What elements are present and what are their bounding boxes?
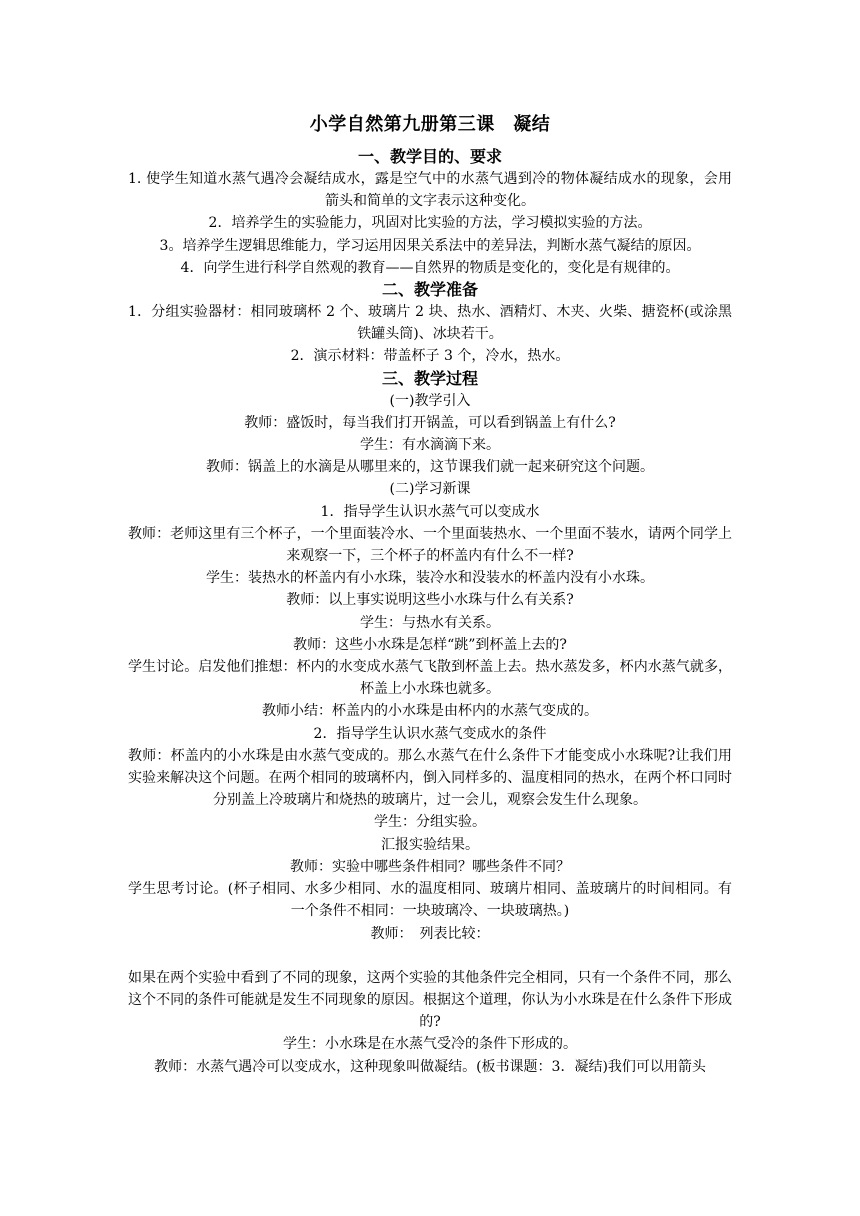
document-title: 小学自然第九册第三课 凝结 — [309, 114, 551, 135]
blank-line — [128, 945, 732, 967]
process-line: 2．指导学生认识水蒸气变成水的条件 — [313, 725, 547, 742]
section-heading-preparation: 二、教学准备 — [381, 280, 478, 300]
section-heading-process: 三、教学过程 — [381, 368, 478, 388]
process-line: 如果在两个实验中看到了不同的现象，这两个实验的其他条件完全相同，只有一个条件不同，那么这个不同的条件可能就是发生不同现象的原因。根据这个道理，你认为小水珠是在什么条件下形成的? — [128, 969, 732, 1031]
preparation-item: 1．分组实验器材：相同玻璃杯 2 个、玻璃片 2 块、热水、酒精灯、木夹、火柴、搪瓷杯(或涂黑铁罐头筒)、冰块若干。 — [128, 304, 732, 343]
process-line: 教师小结：杯盖内的小水珠是由杯内的水蒸气变成的。 — [262, 703, 598, 720]
process-line: 教师：这些小水珠是怎样“跳”到杯盖上去的? — [293, 636, 567, 653]
process-line: 学生：小水珠是在水蒸气受冷的条件下形成的。 — [283, 1036, 577, 1053]
process-line: 教师：杯盖内的小水珠是由水蒸气变成的。那么水蒸气在什么条件下才能变成小水珠呢?让我们用实验来解决这个问题。在两个相同的玻璃杯内，倒入同样多的、温度相同的热水，在两个杯口同时分别盖上冷玻璃片和烧热的玻璃片，过一会儿，观察会发生什么现象。 — [128, 747, 732, 809]
process-line: 学生讨论。启发他们推想：杯内的水变成水蒸气飞散到杯盖上去。热水蒸发多，杯内水蒸气就多，杯盖上小水珠也就多。 — [128, 659, 732, 698]
process-line: (一)教学引入 — [389, 392, 471, 409]
process-line: 学生：装热水的杯盖内有小水珠，装冷水和没装水的杯盖内没有小水珠。 — [206, 570, 654, 587]
process-line: 教师：锅盖上的水滴是从哪里来的，这节课我们就一起来研究这个问题。 — [206, 459, 654, 476]
process-line: 教师：老师这里有三个杯子，一个里面装冷水、一个里面装热水、一个里面不装水，请两个同学上来观察一下，三个杯子的杯盖内有什么不一样? — [128, 525, 732, 565]
process-line: 汇报实验结果。 — [381, 836, 479, 853]
process-line: 教师：以上事实说明这些小水珠与什么有关系? — [286, 592, 574, 609]
process-line: 教师：盛饭时，每当我们打开锅盖，可以看到锅盖上有什么? — [244, 414, 616, 431]
process-line: 教师： 列表比较： — [370, 925, 490, 942]
process-line: 学生：有水滴滴下来。 — [360, 437, 500, 454]
process-line: 学生：与热水有关系。 — [360, 614, 500, 631]
section-heading-objectives: 一、教学目的、要求 — [357, 147, 502, 166]
preparation-item: 2．演示材料：带盖杯子 3 个，冷水，热水。 — [290, 348, 570, 365]
process-line: 教师：实验中哪些条件相同？哪些条件不同？ — [290, 858, 570, 875]
process-line: 1．指导学生认识水蒸气可以变成水 — [320, 503, 540, 520]
process-line: (二)学习新课 — [389, 481, 471, 498]
objective-item: 4．向学生进行科学自然观的教育——自然界的物质是变化的，变化是有规律的。 — [180, 259, 680, 276]
document-page — [128, 112, 732, 1078]
process-line: 学生思考讨论。(杯子相同、水多少相同、水的温度相同、玻璃片相同、盖玻璃片的时间相同。有一个条件不相同：一块玻璃冷、一块玻璃热。) — [128, 881, 732, 920]
objective-item: 2．培养学生的实验能力，巩固对比实验的方法，学习模拟实验的方法。 — [208, 215, 652, 232]
process-line: 学生：分组实验。 — [374, 814, 486, 831]
objective-item: 3。培养学生逻辑思维能力，学习运用因果关系法中的差异法，判断水蒸气凝结的原因。 — [159, 237, 701, 254]
objective-item: 1. 使学生知道水蒸气遇冷会凝结成水，露是空气中的水蒸气遇到冷的物体凝结成水的现象，会用箭头和简单的文字表示这种变化。 — [128, 171, 732, 210]
process-line: 教师：水蒸气遇冷可以变成水，这种现象叫做凝结。(板书课题：3．凝结)我们可以用箭头 — [154, 1058, 706, 1075]
